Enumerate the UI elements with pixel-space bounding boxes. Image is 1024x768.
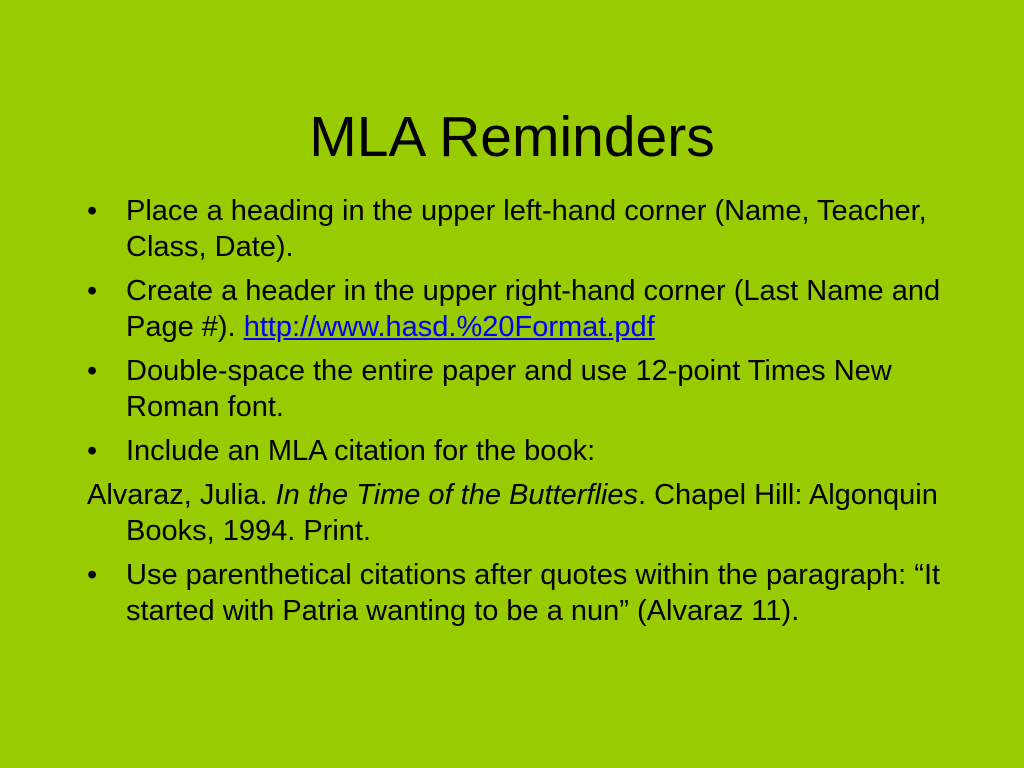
bullet-text: Place a heading in the upper left-hand corner (Name, Teacher, Class, Date). bbox=[126, 195, 927, 263]
citation-author: Alvaraz, Julia. bbox=[87, 479, 276, 511]
bullet-item bbox=[87, 353, 987, 425]
citation-publication: . Chapel Hill: Algonquin Books, 1994. Print. bbox=[126, 479, 938, 547]
bullet-item bbox=[87, 557, 987, 629]
bullet-icon: • bbox=[87, 355, 98, 387]
bullet-text: Create a header in the upper right-hand corner (Last Name and Page #). bbox=[126, 275, 941, 343]
bullet-icon: • bbox=[87, 195, 98, 227]
citation-book-title: In the Time of the Butterflies bbox=[275, 479, 638, 511]
format-pdf-link[interactable]: http://www.hasd.%20Format.pdf bbox=[243, 311, 655, 343]
bullet-item bbox=[87, 273, 987, 345]
slide-title: MLA Reminders bbox=[309, 105, 715, 169]
bullet-item bbox=[87, 433, 987, 469]
bullet-text: Use parenthetical citations after quotes within the paragraph: “It started with Patria wanting to be a nun” (Alvaraz 11). bbox=[126, 559, 941, 627]
book-citation bbox=[87, 477, 987, 549]
bullet-icon: • bbox=[87, 435, 98, 467]
bullet-icon: • bbox=[87, 275, 98, 307]
bullet-text: Include an MLA citation for the book: bbox=[126, 435, 596, 467]
bullet-item bbox=[87, 193, 987, 265]
bullet-icon: • bbox=[87, 559, 98, 591]
bullet-text: Double-space the entire paper and use 12-point Times New Roman font. bbox=[126, 355, 892, 423]
slide-content bbox=[87, 193, 987, 637]
